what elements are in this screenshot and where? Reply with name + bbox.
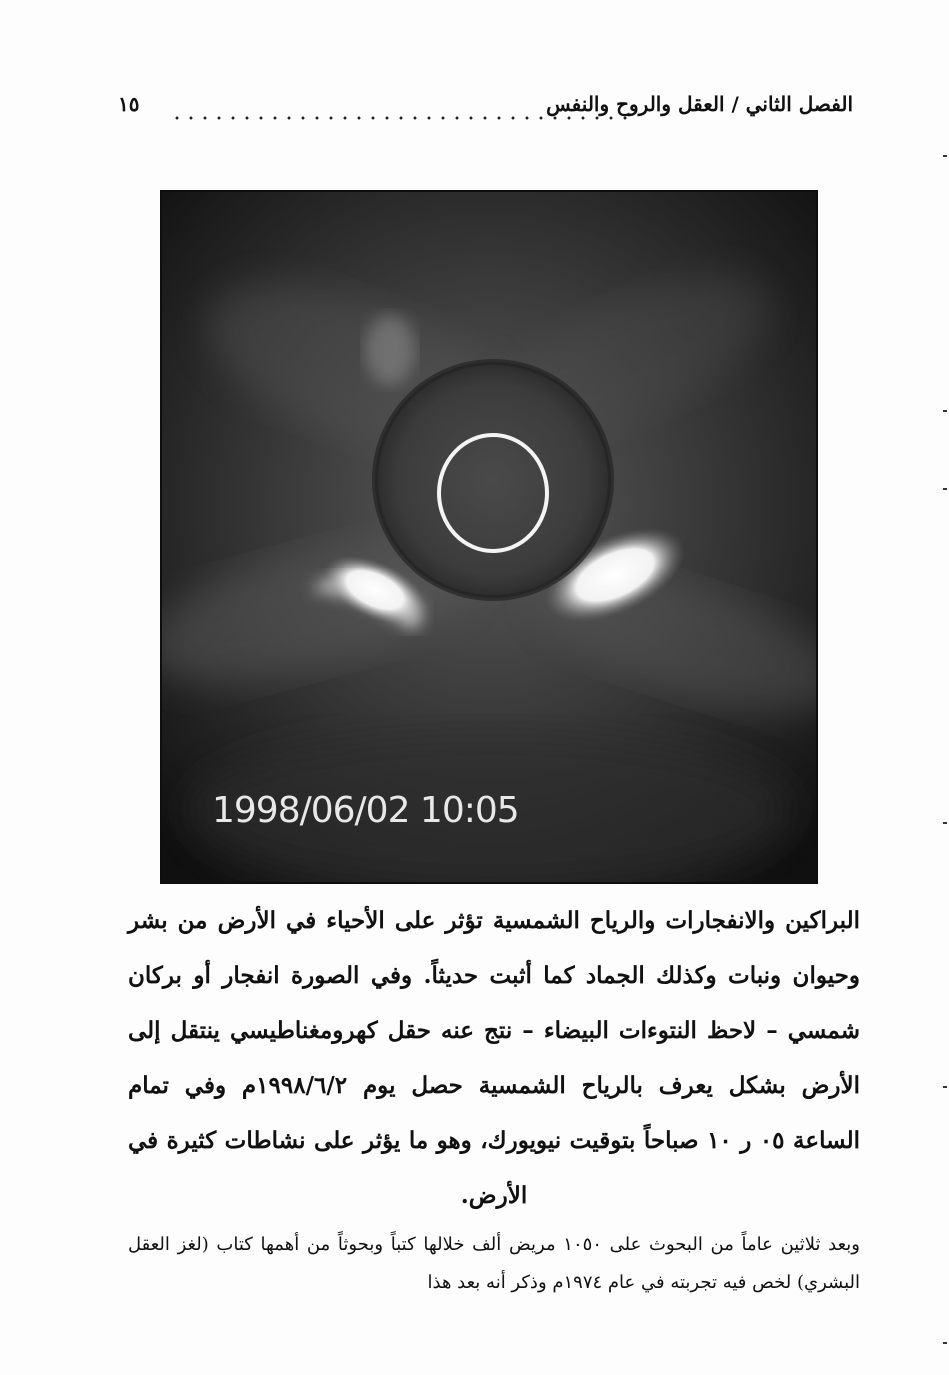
coronagraph-image: [160, 190, 818, 884]
margin-tick: [943, 488, 947, 490]
header-dotted-leader: [170, 116, 632, 120]
body-paragraph: وبعد ثلاثين عاماً من البحوث على ١٠٥٠ مريض ألف خلالها كتباً وبحوثاً من أهمها كتاب (لغز العقل البشري) لخص فيه تجربته في عام ١٩٧٤م وذكر أنه بعد هذا: [128, 1234, 861, 1293]
chapter-title: الفصل الثاني / العقل والروح والنفس: [546, 92, 853, 116]
image-timestamp: 1998/06/02 10:05: [212, 790, 519, 831]
margin-tick: [943, 1086, 947, 1088]
page-number: ١٥: [118, 92, 140, 116]
margin-tick: [943, 1342, 947, 1344]
page-header: [118, 92, 853, 128]
margin-tick: [943, 410, 947, 412]
figure-caption: البراكين والانفجارات والرياح الشمسية تؤثر على الأحياء في الأرض من بشر وحيوان ونبات وكذلك الجماد كما أثبت حديثاً. وفي الصورة انفجار أو بركان شمسي – لاحظ النتوءات البيضاء – نتج عنه حقل كهرومغناطيسي ينتقل إلى الأرض بشكل يعرف بالرياح الشمسية حصل يوم ١٩٩٨/٦/٢م وفي تمام الساعة ٠٥ ر ١٠ صباحاً بتوقيت نيويورك، وهو ما يؤثر على نشاطات كثيرة في الأرض.: [128, 907, 860, 1209]
solar-coronagraph-photo: [160, 190, 818, 884]
margin-tick: [943, 155, 947, 157]
margin-tick: [943, 822, 947, 824]
